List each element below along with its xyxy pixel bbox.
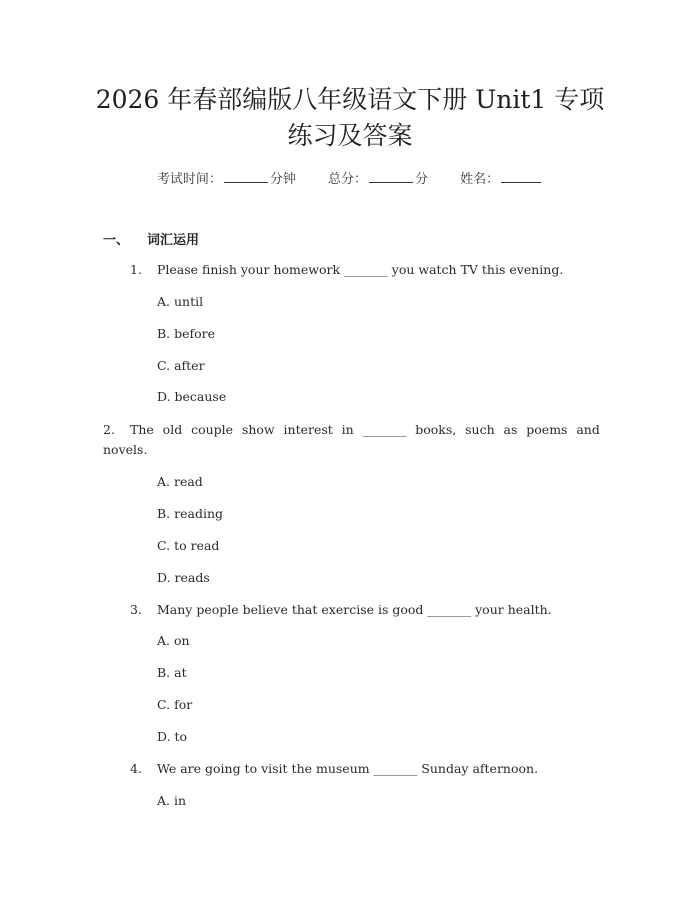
document-title-line-2: 练习及答案 (287, 121, 413, 150)
option-c[interactable]: C. after (157, 358, 205, 373)
word: poems (526, 422, 568, 437)
word: couple (191, 422, 234, 437)
section-number: 一、 (103, 233, 130, 248)
question-number: 2. (103, 422, 115, 437)
word: and (576, 422, 600, 437)
word: such (465, 422, 495, 437)
name-field (460, 168, 543, 187)
time-label: 考试时间： (156, 172, 222, 187)
option-a[interactable]: A. on (157, 633, 190, 648)
score-blank[interactable] (369, 170, 413, 183)
word: books, (415, 422, 457, 437)
section-title: 词汇运用 (147, 233, 200, 248)
answer-blank: _______ (362, 422, 407, 437)
score-label: 总分： (327, 172, 367, 187)
name-label: 姓名： (460, 172, 500, 187)
question-text-line-1 (103, 422, 600, 437)
option-c[interactable]: C. to read (157, 538, 220, 553)
time-unit: 分钟 (269, 172, 296, 187)
word: as (503, 422, 518, 437)
option-c[interactable]: C. for (157, 697, 193, 712)
word: interest (283, 422, 333, 437)
question-text: Please finish your homework _______ you watch TV this evening. (157, 262, 564, 277)
word: show (241, 422, 275, 437)
question-text-line-2: novels. (103, 442, 148, 457)
exam-meta (0, 168, 700, 187)
time-blank[interactable] (224, 170, 268, 183)
question-text: We are going to visit the museum _______ Sunday afternoon. (157, 761, 539, 776)
option-b[interactable]: B. before (157, 326, 216, 341)
word: The (130, 422, 154, 437)
name-blank[interactable] (501, 170, 541, 183)
score-field (328, 168, 428, 187)
option-b[interactable]: B. at (157, 665, 187, 680)
word: old (162, 422, 183, 437)
document-title-line-1: 2026 年春部编版八年级语文下册 Unit1 专项 (95, 85, 605, 114)
score-unit: 分 (415, 172, 429, 187)
section-heading (103, 229, 199, 248)
question-number: 3. (130, 602, 142, 617)
option-a[interactable]: A. in (157, 793, 187, 808)
option-d[interactable]: D. reads (157, 570, 210, 585)
option-d[interactable]: D. to (157, 729, 188, 744)
option-b[interactable]: B. reading (157, 506, 224, 521)
word: in (341, 422, 354, 437)
option-d[interactable]: D. because (157, 389, 227, 404)
question-number: 1. (130, 262, 142, 277)
question-number: 4. (130, 761, 142, 776)
time-field (157, 168, 296, 187)
option-a[interactable]: A. read (157, 474, 203, 489)
option-a[interactable]: A. until (157, 294, 204, 309)
question-text: Many people believe that exercise is good _______ your health. (157, 602, 552, 617)
